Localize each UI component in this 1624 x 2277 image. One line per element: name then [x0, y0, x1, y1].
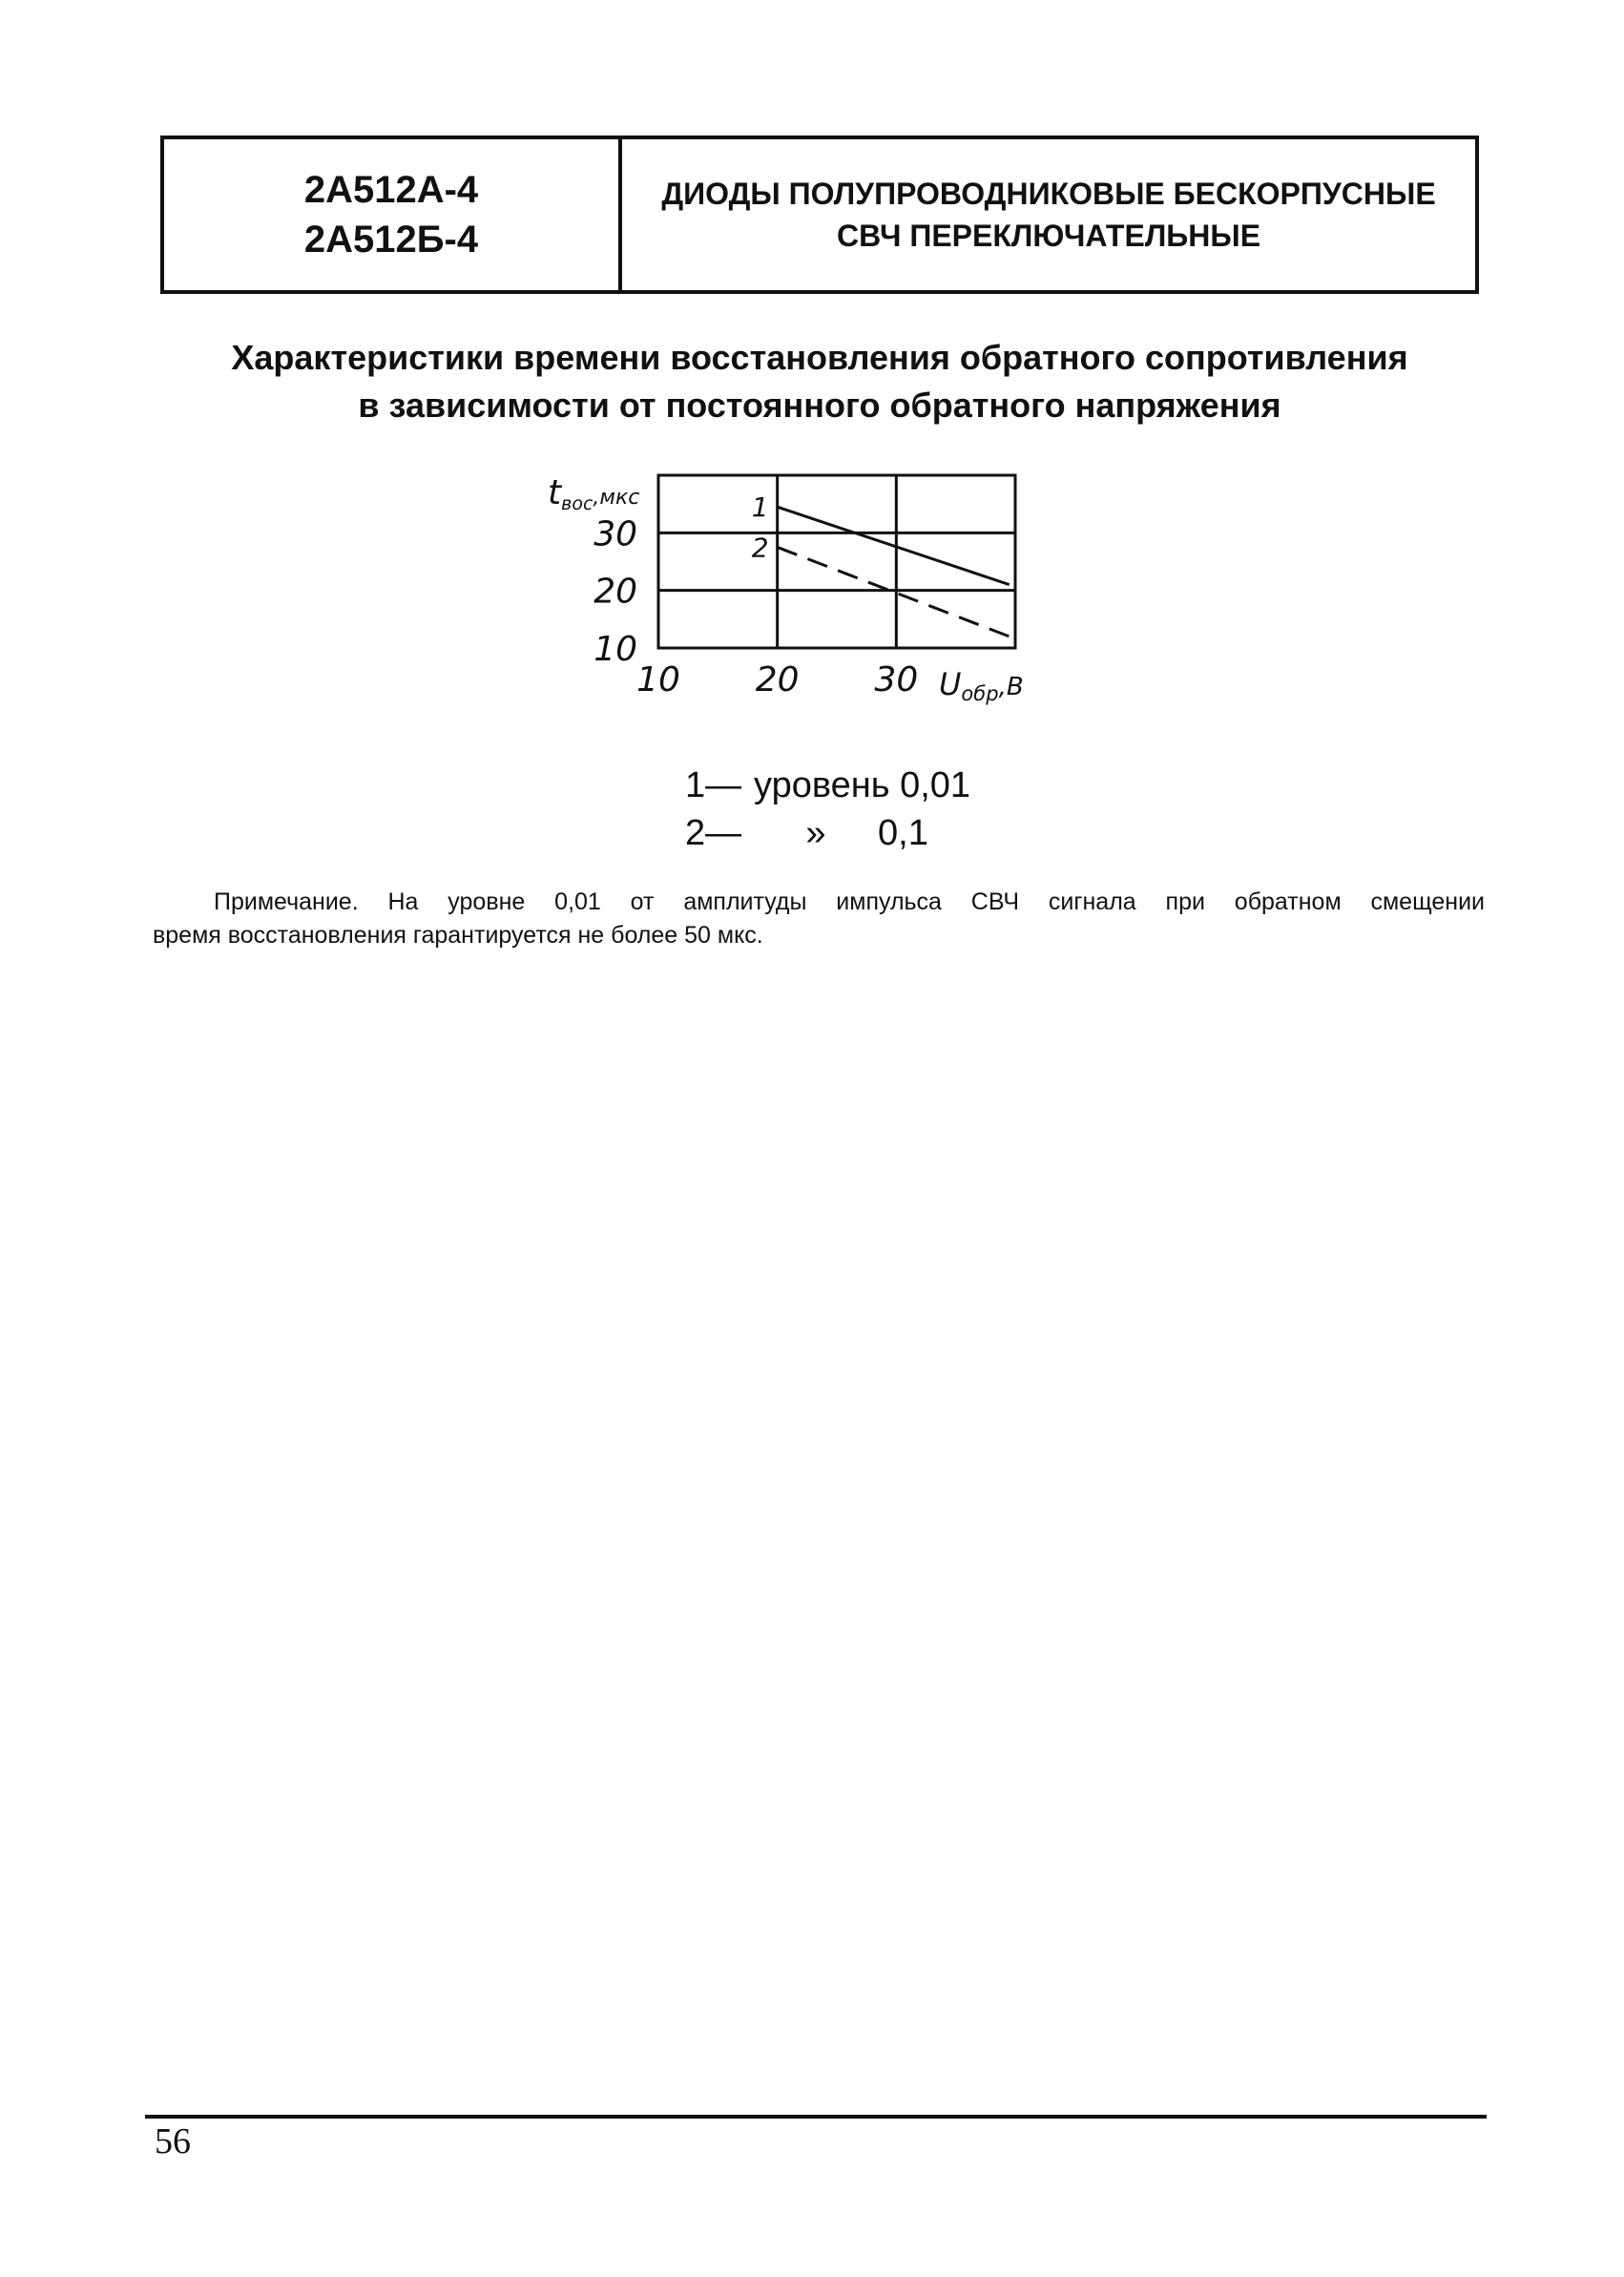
note — [153, 886, 1485, 952]
note-line-1: Примечание. На уровне 0,01 от амплитуды импульса СВЧ сигнала при обратном смещении — [214, 888, 1485, 915]
recovery-time-chart — [515, 458, 1050, 725]
legend-ditto-mark: » — [805, 813, 826, 853]
figure-title — [160, 334, 1479, 429]
heading-line-2: СВЧ ПЕРЕКЛЮЧАТЕЛЬНЫЕ — [836, 219, 1261, 253]
legend-num-1: 1— — [685, 765, 742, 805]
plot-frame — [658, 475, 1015, 648]
figure-title-line-2: в зависимости от постоянного обратного напряжения — [358, 386, 1281, 425]
series-line-2 — [778, 547, 1010, 637]
device-codes — [164, 139, 622, 290]
note-line-2: время восстановления гарантируется не более 50 мкс. — [153, 922, 763, 949]
legend-num-2: 2— — [685, 813, 742, 853]
document-heading — [622, 139, 1475, 290]
x-tick-label-30: 30 — [874, 660, 919, 700]
x-tick-label-20: 20 — [755, 660, 800, 700]
chart-legend — [685, 762, 970, 857]
device-code-a: 2А512А-4 — [303, 169, 479, 211]
legend-item-1 — [685, 762, 970, 809]
y-tick-label-10: 10 — [593, 630, 637, 669]
y-tick-label-30: 30 — [593, 514, 637, 554]
series-label-1: 1 — [751, 491, 769, 524]
heading-line-1: ДИОДЫ ПОЛУПРОВОДНИКОВЫЕ БЕСКОРПУСНЫЕ — [661, 177, 1436, 211]
legend-text-2: 0,1 — [878, 813, 928, 853]
page-number: 56 — [155, 2121, 191, 2162]
legend-text-1: уровень 0,01 — [754, 765, 971, 805]
series-line-1 — [778, 507, 1010, 584]
y-axis-label: tвос,мкс — [548, 473, 640, 514]
figure-title-line-1: Характеристики времени восстановления обратного сопротивления — [231, 338, 1408, 377]
series-label-2: 2 — [751, 532, 769, 564]
y-tick-label-20: 20 — [593, 572, 637, 612]
device-code-b: 2А512Б-4 — [303, 219, 479, 261]
footer-rule — [145, 2115, 1487, 2119]
header-box — [160, 136, 1479, 294]
legend-item-2 — [685, 809, 970, 857]
x-tick-label-10: 10 — [636, 660, 680, 700]
x-axis-label: Uобр,В — [939, 666, 1024, 705]
